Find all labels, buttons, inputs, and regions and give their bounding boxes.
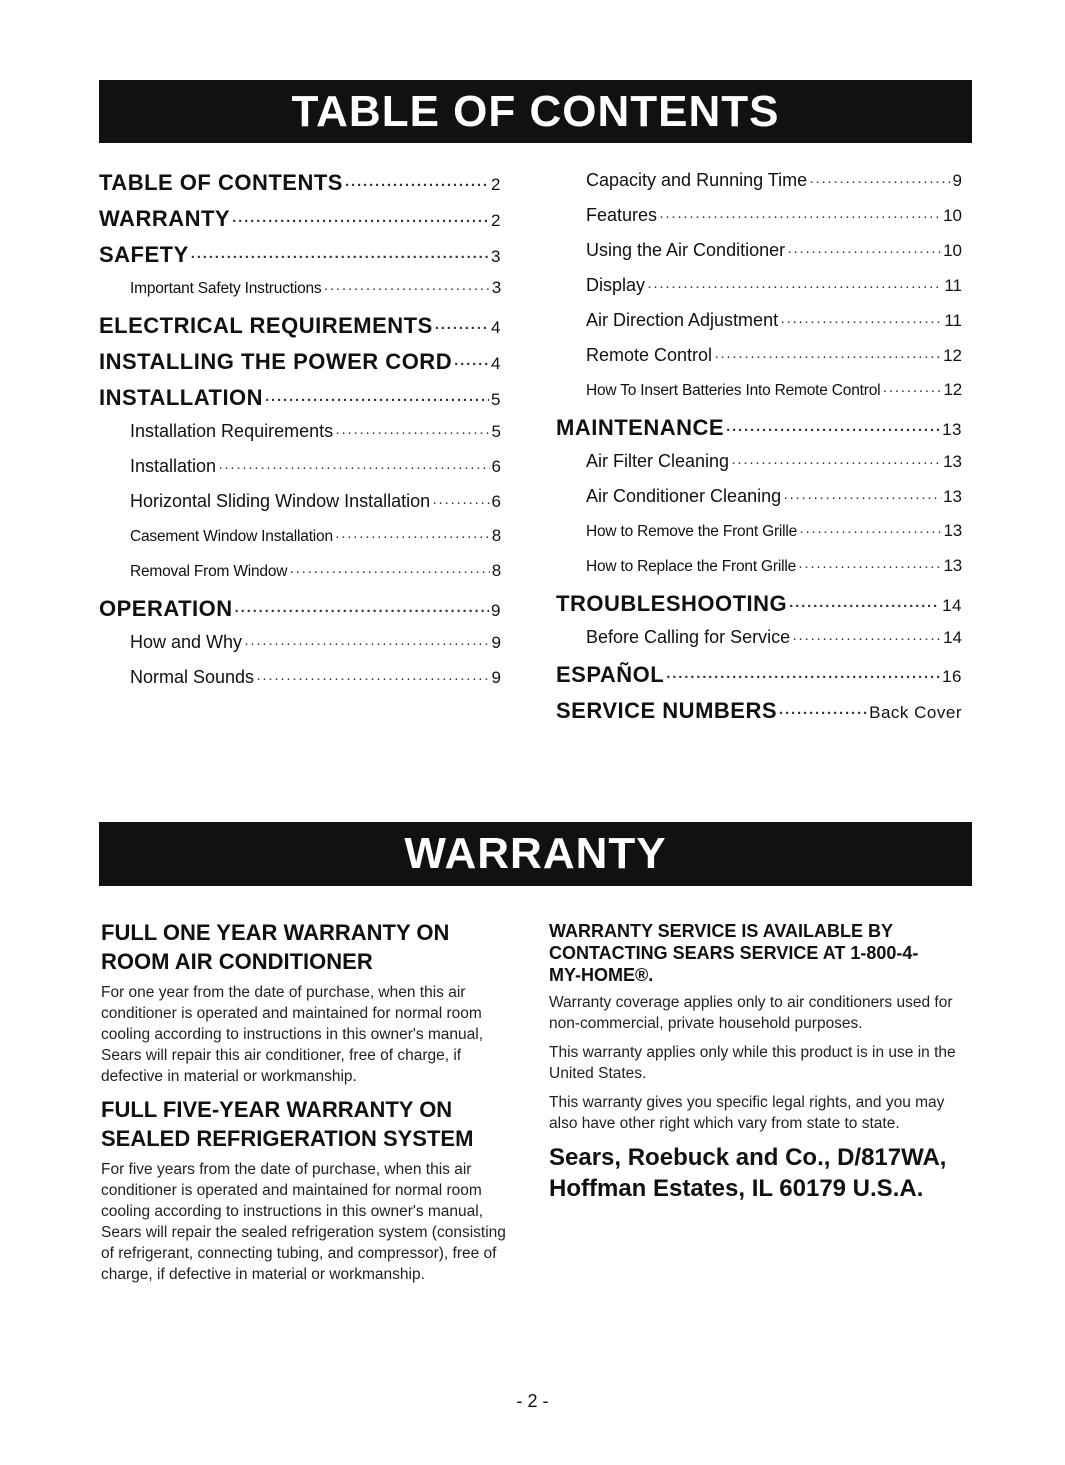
- toc-entry-label: Normal Sounds: [130, 667, 255, 687]
- toc-entry: [556, 275, 962, 310]
- toc-entry-label: How to Remove the Front Grille: [586, 523, 798, 540]
- dot-leader: [647, 278, 942, 295]
- toc-entry: [99, 596, 501, 632]
- dot-leader: [792, 630, 941, 647]
- page-number: - 2 -: [516, 1391, 549, 1411]
- toc-entry-page: 5: [491, 422, 501, 441]
- warranty-service-heading: WARRANTY SERVICE IS AVAILABLE BY CONTACTING SEARS SERVICE AT 1-800-4-MY-HOME®.: [549, 921, 919, 985]
- toc-right-column: [556, 170, 962, 734]
- toc-entry-label: How To Insert Batteries Into Remote Control: [586, 382, 881, 399]
- toc-entry: [99, 349, 501, 385]
- toc-entry-page: 13: [943, 452, 962, 471]
- toc-entry-label: Display: [586, 275, 646, 295]
- toc-entry-label: How to Replace the Front Grille: [586, 558, 797, 575]
- dot-leader: [232, 213, 489, 230]
- toc-entry-label: OPERATION: [99, 596, 233, 621]
- dot-leader: [289, 563, 489, 580]
- toc-entry: [556, 451, 962, 486]
- dot-leader: [432, 494, 489, 511]
- one-year-warranty-heading: FULL ONE YEAR WARRANTY ON ROOM AIR CONDITIONER: [101, 920, 450, 974]
- toc-entry-page: 14: [943, 628, 962, 647]
- warranty-left-column: [101, 918, 517, 1293]
- toc-entry-label: Air Direction Adjustment: [586, 310, 779, 330]
- toc-entry: [99, 421, 501, 456]
- dot-leader: [335, 528, 490, 545]
- toc-entry: [556, 380, 962, 415]
- dot-leader: [345, 177, 489, 194]
- toc-entry-page: 9: [491, 601, 501, 620]
- toc-entry-page: 2: [491, 175, 501, 194]
- toc-entry-page: 9: [491, 633, 501, 652]
- toc-entry: [99, 456, 501, 491]
- toc-entry: [556, 486, 962, 521]
- five-year-warranty-heading: FULL FIVE-YEAR WARRANTY ON SEALED REFRIGERATION SYSTEM: [101, 1097, 474, 1151]
- toc-entry: [99, 491, 501, 526]
- toc-entry-page: 12: [943, 380, 962, 399]
- dot-leader: [789, 598, 940, 615]
- toc-entry-label: Removal From Window: [130, 563, 288, 580]
- toc-entry-label: WARRANTY: [99, 206, 231, 231]
- toc-left-column: [99, 170, 501, 702]
- toc-entry-page: 4: [491, 318, 501, 337]
- dot-leader: [726, 422, 940, 439]
- toc-entry-page: 13: [943, 521, 962, 540]
- toc-entry-page: 13: [943, 556, 962, 575]
- toc-entry-page: 12: [943, 346, 962, 365]
- toc-entry-page: 6: [491, 492, 501, 511]
- toc-entry-label: INSTALLING THE POWER CORD: [99, 349, 453, 374]
- toc-entry-label: SERVICE NUMBERS: [556, 698, 778, 723]
- dot-leader: [235, 603, 489, 620]
- toc-entry-label: Casement Window Installation: [130, 528, 333, 545]
- toc-entry-label: Before Calling for Service: [586, 627, 791, 647]
- toc-entry-label: MAINTENANCE: [556, 415, 725, 440]
- toc-entry-page: 10: [943, 206, 962, 225]
- warranty-banner: WARRANTY: [99, 822, 972, 886]
- dot-leader: [265, 392, 489, 409]
- sears-address-line2: Hoffman Estates, IL 60179 U.S.A.: [549, 1175, 924, 1202]
- dot-leader: [659, 208, 941, 225]
- toc-entry: [556, 310, 962, 345]
- toc-entry-label: TABLE OF CONTENTS: [99, 170, 343, 195]
- dot-leader: [798, 558, 941, 575]
- toc-entry: [556, 698, 962, 734]
- dot-leader: [666, 669, 940, 686]
- toc-entry-label: Horizontal Sliding Window Installation: [130, 491, 431, 511]
- dot-leader: [783, 489, 941, 506]
- toc-entry: [99, 526, 501, 561]
- dot-leader: [779, 705, 867, 722]
- toc-entry-page: 5: [491, 390, 501, 409]
- toc-entry: [99, 206, 501, 242]
- toc-entry-label: Air Filter Cleaning: [586, 451, 730, 471]
- toc-entry-page: 13: [943, 487, 962, 506]
- toc-entry-page: 9: [491, 668, 501, 687]
- toc-entry-label: Features: [586, 205, 658, 225]
- dot-leader: [787, 243, 941, 260]
- coverage-text: Warranty coverage applies only to air conditioners used for non-commercial, private household purposes.: [549, 994, 953, 1032]
- toc-entry-label: Remote Control: [586, 345, 713, 365]
- dot-leader: [335, 424, 489, 441]
- one-year-warranty-text: For one year from the date of purchase, when this air conditioner is operated and maintained for normal room cooling according to instructions in this owner's manual, Sears will repair this air conditioner, free of charge, if defective in material or workmanship.: [101, 984, 484, 1085]
- toc-entry-page: 8: [491, 561, 501, 580]
- toc-entry: [99, 561, 501, 596]
- toc-entry: [556, 627, 962, 662]
- toc-entry-page: 10: [943, 241, 962, 260]
- toc-entry: [556, 662, 962, 698]
- toc-entry: [99, 667, 501, 702]
- dot-leader: [799, 523, 941, 540]
- toc-entry: [556, 345, 962, 380]
- toc-entry: [556, 170, 962, 205]
- toc-entry: [99, 632, 501, 667]
- toc-entry: [556, 521, 962, 556]
- toc-entry-page: 8: [491, 526, 501, 545]
- toc-entry-label: Installation Requirements: [130, 421, 334, 441]
- dot-leader: [454, 356, 489, 373]
- dot-leader: [435, 320, 489, 337]
- toc-entry-page: 9: [952, 171, 962, 190]
- toc-entry-label: Capacity and Running Time: [586, 170, 808, 190]
- dot-leader: [882, 382, 941, 399]
- warranty-right-column: [549, 920, 967, 1204]
- toc-entry-label: Using the Air Conditioner: [586, 240, 786, 260]
- toc-entry: [556, 205, 962, 240]
- toc-entry-page: 14: [942, 596, 962, 615]
- toc-entry: [99, 278, 501, 313]
- toc-entry-page: 2: [491, 211, 501, 230]
- toc-entry-page: 13: [942, 420, 962, 439]
- toc-entry-label: TROUBLESHOOTING: [556, 591, 788, 616]
- toc-entry: [556, 415, 962, 451]
- toc-entry-page: 3: [491, 278, 501, 297]
- toc-entry-page: Back Cover: [869, 703, 962, 722]
- dot-leader: [191, 249, 489, 266]
- five-year-warranty-text: For five years from the date of purchase, when this air conditioner is operated and maintained for normal room cooling according to instructions in this owner's manual, Sears will repair the sealed refrigeration system (consisting of refrigerant, connecting tubing, and compressor), free of charge, if defective in material or workmanship.: [101, 1161, 506, 1283]
- toc-entry-label: Air Conditioner Cleaning: [586, 486, 782, 506]
- dot-leader: [244, 635, 489, 652]
- toc-entry-label: ESPAÑOL: [556, 662, 665, 687]
- toc-entry-page: 6: [491, 457, 501, 476]
- toc-entry: [556, 556, 962, 591]
- toc-entry: [99, 313, 501, 349]
- toc-entry-page: 3: [491, 247, 501, 266]
- toc-entry-label: How and Why: [130, 632, 243, 652]
- toc-entry-label: SAFETY: [99, 242, 189, 267]
- us-only-text: This warranty applies only while this product is in use in the United States.: [549, 1044, 956, 1082]
- dot-leader: [714, 348, 941, 365]
- dot-leader: [780, 313, 942, 330]
- toc-entry: [556, 591, 962, 627]
- toc-entry-label: ELECTRICAL REQUIREMENTS: [99, 313, 433, 338]
- toc-entry: [556, 240, 962, 275]
- dot-leader: [731, 454, 941, 471]
- dot-leader: [256, 670, 489, 687]
- toc-entry: [99, 170, 501, 206]
- toc-banner: TABLE OF CONTENTS: [99, 80, 972, 143]
- dot-leader: [218, 459, 489, 476]
- toc-entry-page: 16: [942, 667, 962, 686]
- legal-rights-text: This warranty gives you specific legal rights, and you may also have other right which vary from state to state.: [549, 1094, 945, 1132]
- dot-leader: [809, 173, 950, 190]
- toc-entry: [99, 385, 501, 421]
- toc-entry-page: 11: [944, 276, 962, 295]
- dot-leader: [324, 280, 490, 297]
- toc-entry: [99, 242, 501, 278]
- toc-entry-label: INSTALLATION: [99, 385, 264, 410]
- sears-address-line1: Sears, Roebuck and Co., D/817WA,: [549, 1144, 947, 1171]
- toc-entry-label: Important Safety Instructions: [130, 280, 322, 297]
- toc-entry-page: 4: [491, 354, 501, 373]
- toc-entry-label: Installation: [130, 456, 217, 476]
- toc-entry-page: 11: [944, 311, 962, 330]
